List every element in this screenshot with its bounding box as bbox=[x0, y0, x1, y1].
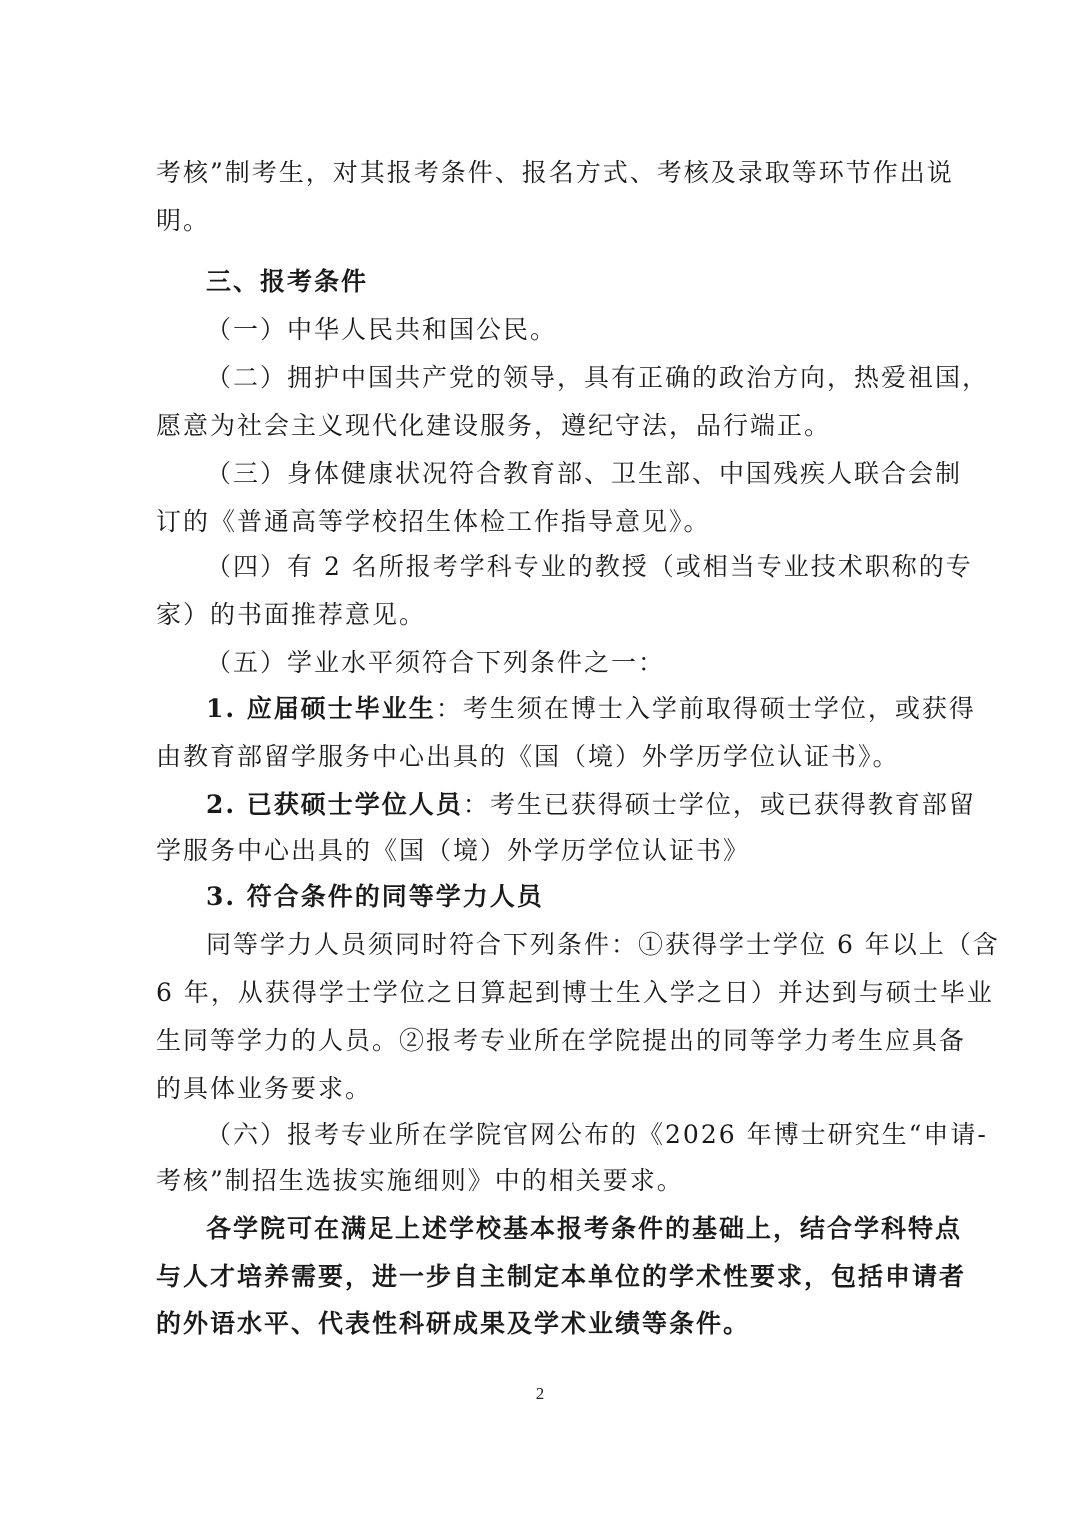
paragraph-line: 家）的书面推荐意见。 bbox=[156, 600, 427, 629]
item-text: ：考生已获得硕士学位，或已获得教育部留 bbox=[462, 790, 976, 819]
item-title: 2. 已获硕士学位人员 bbox=[206, 790, 463, 819]
bold-paragraph-line: 与人才培养需要，进一步自主制定本单位的学术性要求，包括申请者 bbox=[156, 1262, 967, 1291]
paragraph-line: 考核”制招生选拔实施细则》中的相关要求。 bbox=[156, 1166, 684, 1195]
section-heading: 三、报考条件 bbox=[206, 267, 369, 296]
paragraph-line: 同等学力人员须同时符合下列条件：①获得学士学位 6 年以上（含 bbox=[206, 930, 1000, 959]
paragraph-line: （四）有 2 名所报考学科专业的教授（或相当专业技术职称的专 bbox=[206, 552, 973, 581]
paragraph-line: （六）报考专业所在学院官网公布的《2026 年博士研究生“申请- bbox=[206, 1120, 988, 1149]
paragraph-line: （一）中华人民共和国公民。 bbox=[206, 315, 558, 344]
paragraph-line bbox=[206, 692, 976, 726]
bold-paragraph-line: 各学院可在满足上述学校基本报考条件的基础上，结合学科特点 bbox=[206, 1214, 963, 1243]
paragraph-line: 订的《普通高等学校招生体检工作指导意见》。 bbox=[156, 507, 711, 536]
paragraph-line: 考核”制考生，对其报考条件、报名方式、考核及录取等环节作出说 bbox=[156, 158, 954, 187]
paragraph-line: 愿意为社会主义现代化建设服务，遵纪守法，品行端正。 bbox=[156, 411, 832, 440]
paragraph-line: 的具体业务要求。 bbox=[156, 1074, 373, 1103]
bold-paragraph-line: 的外语水平、代表性科研成果及学术业绩等条件。 bbox=[156, 1309, 751, 1338]
item-title: 3. 符合条件的同等学力人员 bbox=[206, 882, 544, 911]
page-number: 2 bbox=[535, 1384, 545, 1403]
paragraph-line bbox=[206, 788, 976, 822]
paragraph-line: （五）学业水平须符合下列条件之一： bbox=[206, 648, 666, 677]
item-text: ：考生须在博士入学前取得硕士学位，或获得 bbox=[435, 694, 976, 723]
paragraph-line: 由教育部留学服务中心出具的《国（境）外学历学位认证书》。 bbox=[156, 742, 900, 771]
paragraph-line: 6 年，从获得学士学位之日算起到博士生入学之日）并达到与硕士毕业 bbox=[156, 978, 994, 1007]
item-title: 1. 应届硕士毕业生 bbox=[206, 694, 436, 723]
paragraph-line: 明。 bbox=[156, 206, 211, 235]
paragraph-line: 学服务中心出具的《国（境）外学历学位认证书》 bbox=[156, 836, 751, 865]
paragraph-line: （二）拥护中国共产党的领导，具有正确的政治方向，热爱祖国， bbox=[206, 363, 990, 392]
paragraph-line: 生同等学力的人员。②报考专业所在学院提出的同等学力考生应具备 bbox=[156, 1026, 967, 1055]
paragraph-line: （三）身体健康状况符合教育部、卫生部、中国残疾人联合会制 bbox=[206, 459, 963, 488]
